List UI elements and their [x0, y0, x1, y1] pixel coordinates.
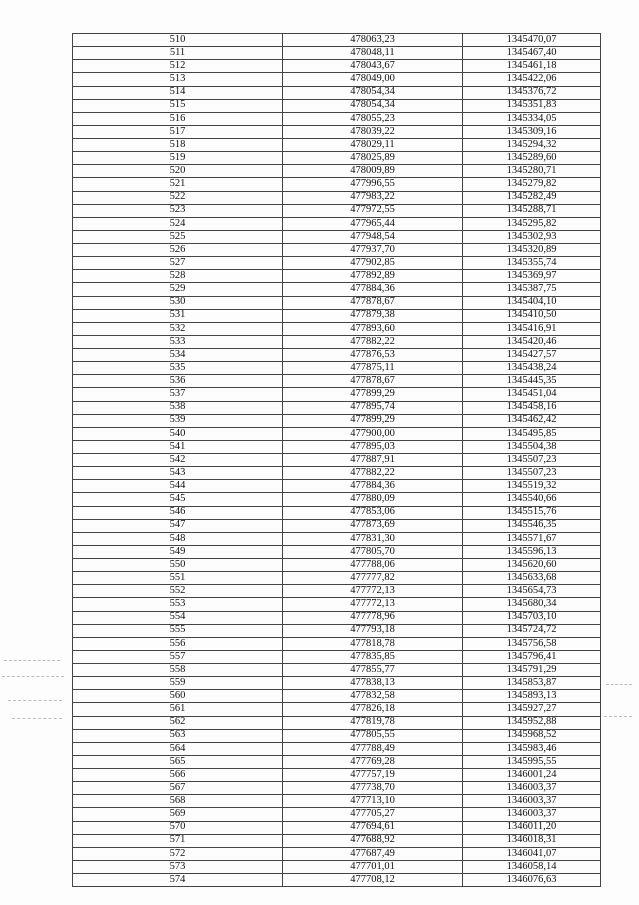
y-coordinate-cell: 1345546,35: [463, 519, 601, 532]
scan-artifact-left: [8, 700, 62, 701]
point-number-cell: 565: [73, 755, 283, 768]
table-row: [73, 519, 601, 532]
table-row: [73, 611, 601, 624]
y-coordinate-cell: 1345571,67: [463, 532, 601, 545]
x-coordinate-cell: 478054,34: [283, 86, 463, 99]
y-coordinate-cell: 1345438,24: [463, 362, 601, 375]
point-number-cell: 553: [73, 598, 283, 611]
point-number-cell: 549: [73, 545, 283, 558]
y-coordinate-cell: 1345410,50: [463, 309, 601, 322]
y-coordinate-cell: 1345927,27: [463, 703, 601, 716]
point-number-cell: 552: [73, 585, 283, 598]
point-number-cell: 556: [73, 637, 283, 650]
y-coordinate-cell: 1345288,71: [463, 204, 601, 217]
table-row: [73, 664, 601, 677]
y-coordinate-cell: 1345404,10: [463, 296, 601, 309]
table-row: [73, 808, 601, 821]
x-coordinate-cell: 477879,38: [283, 309, 463, 322]
y-coordinate-cell: 1345540,66: [463, 493, 601, 506]
point-number-cell: 544: [73, 480, 283, 493]
table-row: [73, 650, 601, 663]
y-coordinate-cell: 1345680,34: [463, 598, 601, 611]
x-coordinate-cell: 477778,96: [283, 611, 463, 624]
y-coordinate-cell: 1345654,73: [463, 585, 601, 598]
table-row: [73, 204, 601, 217]
table-row: [73, 401, 601, 414]
y-coordinate-cell: 1346003,37: [463, 795, 601, 808]
point-number-cell: 532: [73, 322, 283, 335]
y-coordinate-cell: 1345351,83: [463, 99, 601, 112]
x-coordinate-cell: 477893,60: [283, 322, 463, 335]
point-number-cell: 551: [73, 572, 283, 585]
y-coordinate-cell: 1346058,14: [463, 860, 601, 873]
table-row: [73, 467, 601, 480]
table-row: [73, 821, 601, 834]
y-coordinate-cell: 1345467,40: [463, 47, 601, 60]
y-coordinate-cell: 1345302,93: [463, 230, 601, 243]
y-coordinate-cell: 1346041,07: [463, 847, 601, 860]
point-number-cell: 568: [73, 795, 283, 808]
y-coordinate-cell: 1345294,32: [463, 139, 601, 152]
scan-artifact-left: [2, 676, 64, 677]
x-coordinate-cell: 477878,67: [283, 375, 463, 388]
x-coordinate-cell: 477895,03: [283, 440, 463, 453]
point-number-cell: 536: [73, 375, 283, 388]
x-coordinate-cell: 478063,23: [283, 34, 463, 47]
scan-artifact-right: [604, 716, 632, 717]
x-coordinate-cell: 478054,34: [283, 99, 463, 112]
table-row: [73, 125, 601, 138]
point-number-cell: 574: [73, 874, 283, 887]
table-row: [73, 480, 601, 493]
x-coordinate-cell: 477838,13: [283, 677, 463, 690]
point-number-cell: 526: [73, 244, 283, 257]
table-row: [73, 834, 601, 847]
y-coordinate-cell: 1345445,35: [463, 375, 601, 388]
table-row: [73, 34, 601, 47]
y-coordinate-cell: 1345791,29: [463, 664, 601, 677]
x-coordinate-cell: 477882,22: [283, 335, 463, 348]
y-coordinate-cell: 1345420,46: [463, 335, 601, 348]
point-number-cell: 569: [73, 808, 283, 821]
y-coordinate-cell: 1345369,97: [463, 270, 601, 283]
point-number-cell: 573: [73, 860, 283, 873]
y-coordinate-cell: 1345462,42: [463, 414, 601, 427]
x-coordinate-cell: 477688,92: [283, 834, 463, 847]
point-number-cell: 517: [73, 125, 283, 138]
x-coordinate-cell: 477831,30: [283, 532, 463, 545]
point-number-cell: 542: [73, 454, 283, 467]
x-coordinate-cell: 477788,06: [283, 559, 463, 572]
x-coordinate-cell: 477793,18: [283, 624, 463, 637]
x-coordinate-cell: 477705,27: [283, 808, 463, 821]
y-coordinate-cell: 1346001,24: [463, 769, 601, 782]
table-row: [73, 112, 601, 125]
y-coordinate-cell: 1345470,07: [463, 34, 601, 47]
y-coordinate-cell: 1345952,88: [463, 716, 601, 729]
x-coordinate-cell: 477902,85: [283, 257, 463, 270]
table-row: [73, 755, 601, 768]
x-coordinate-cell: 477805,70: [283, 545, 463, 558]
point-number-cell: 541: [73, 440, 283, 453]
table-row: [73, 165, 601, 178]
point-number-cell: 550: [73, 559, 283, 572]
point-number-cell: 562: [73, 716, 283, 729]
y-coordinate-cell: 1345458,16: [463, 401, 601, 414]
table-row: [73, 296, 601, 309]
point-number-cell: 529: [73, 283, 283, 296]
table-row: [73, 178, 601, 191]
table-row: [73, 795, 601, 808]
point-number-cell: 533: [73, 335, 283, 348]
table-row: [73, 375, 601, 388]
y-coordinate-cell: 1345279,82: [463, 178, 601, 191]
table-row: [73, 782, 601, 795]
x-coordinate-cell: 477887,91: [283, 454, 463, 467]
point-number-cell: 528: [73, 270, 283, 283]
x-coordinate-cell: 477818,78: [283, 637, 463, 650]
x-coordinate-cell: 477777,82: [283, 572, 463, 585]
x-coordinate-cell: 477701,01: [283, 860, 463, 873]
table-row: [73, 388, 601, 401]
table-row: [73, 585, 601, 598]
x-coordinate-cell: 477832,58: [283, 690, 463, 703]
table-row: [73, 86, 601, 99]
table-row: [73, 769, 601, 782]
y-coordinate-cell: 1345893,13: [463, 690, 601, 703]
table-row: [73, 99, 601, 112]
point-number-cell: 530: [73, 296, 283, 309]
y-coordinate-cell: 1345334,05: [463, 112, 601, 125]
point-number-cell: 558: [73, 664, 283, 677]
table-row: [73, 874, 601, 887]
table-row: [73, 860, 601, 873]
y-coordinate-cell: 1346076,63: [463, 874, 601, 887]
y-coordinate-cell: 1345519,32: [463, 480, 601, 493]
point-number-cell: 512: [73, 60, 283, 73]
table-row: [73, 440, 601, 453]
x-coordinate-cell: 477835,85: [283, 650, 463, 663]
y-coordinate-cell: 1345427,57: [463, 349, 601, 362]
table-row: [73, 257, 601, 270]
table-row: [73, 47, 601, 60]
y-coordinate-cell: 1345983,46: [463, 742, 601, 755]
point-number-cell: 522: [73, 191, 283, 204]
x-coordinate-cell: 477694,61: [283, 821, 463, 834]
table-row: [73, 309, 601, 322]
x-coordinate-cell: 477900,00: [283, 427, 463, 440]
y-coordinate-cell: 1345376,72: [463, 86, 601, 99]
table-row: [73, 506, 601, 519]
x-coordinate-cell: 477772,13: [283, 598, 463, 611]
table-row: [73, 545, 601, 558]
scan-artifact-right: [606, 684, 632, 685]
y-coordinate-cell: 1346011,20: [463, 821, 601, 834]
x-coordinate-cell: 477899,29: [283, 388, 463, 401]
table-row: [73, 414, 601, 427]
x-coordinate-cell: 477948,54: [283, 230, 463, 243]
point-number-cell: 520: [73, 165, 283, 178]
table-row: [73, 572, 601, 585]
x-coordinate-cell: 477855,77: [283, 664, 463, 677]
x-coordinate-cell: 477875,11: [283, 362, 463, 375]
point-number-cell: 527: [73, 257, 283, 270]
table-row: [73, 139, 601, 152]
table-row: [73, 230, 601, 243]
y-coordinate-cell: 1345309,16: [463, 125, 601, 138]
point-number-cell: 531: [73, 309, 283, 322]
table-row: [73, 217, 601, 230]
coordinates-table: [72, 33, 601, 887]
point-number-cell: 570: [73, 821, 283, 834]
y-coordinate-cell: 1345451,04: [463, 388, 601, 401]
x-coordinate-cell: 477878,67: [283, 296, 463, 309]
y-coordinate-cell: 1345507,23: [463, 454, 601, 467]
x-coordinate-cell: 478039,22: [283, 125, 463, 138]
x-coordinate-cell: 478009,89: [283, 165, 463, 178]
y-coordinate-cell: 1345633,68: [463, 572, 601, 585]
point-number-cell: 521: [73, 178, 283, 191]
x-coordinate-cell: 477805,55: [283, 729, 463, 742]
point-number-cell: 525: [73, 230, 283, 243]
x-coordinate-cell: 477772,13: [283, 585, 463, 598]
y-coordinate-cell: 1345295,82: [463, 217, 601, 230]
x-coordinate-cell: 477965,44: [283, 217, 463, 230]
x-coordinate-cell: 478055,23: [283, 112, 463, 125]
table-row: [73, 362, 601, 375]
point-number-cell: 510: [73, 34, 283, 47]
point-number-cell: 572: [73, 847, 283, 860]
x-coordinate-cell: 477788,49: [283, 742, 463, 755]
table-row: [73, 624, 601, 637]
y-coordinate-cell: 1346018,31: [463, 834, 601, 847]
point-number-cell: 519: [73, 152, 283, 165]
scan-artifact-left: [4, 660, 60, 661]
table-row: [73, 598, 601, 611]
point-number-cell: 534: [73, 349, 283, 362]
y-coordinate-cell: 1346003,37: [463, 808, 601, 821]
x-coordinate-cell: 477972,55: [283, 204, 463, 217]
y-coordinate-cell: 1345515,76: [463, 506, 601, 519]
point-number-cell: 514: [73, 86, 283, 99]
point-number-cell: 511: [73, 47, 283, 60]
point-number-cell: 560: [73, 690, 283, 703]
point-number-cell: 571: [73, 834, 283, 847]
point-number-cell: 567: [73, 782, 283, 795]
y-coordinate-cell: 1345968,52: [463, 729, 601, 742]
table-row: [73, 322, 601, 335]
table-row: [73, 244, 601, 257]
y-coordinate-cell: 1345280,71: [463, 165, 601, 178]
table-row: [73, 690, 601, 703]
x-coordinate-cell: 477853,06: [283, 506, 463, 519]
y-coordinate-cell: 1345756,58: [463, 637, 601, 650]
y-coordinate-cell: 1345355,74: [463, 257, 601, 270]
point-number-cell: 564: [73, 742, 283, 755]
table-row: [73, 152, 601, 165]
y-coordinate-cell: 1345422,06: [463, 73, 601, 86]
point-number-cell: 524: [73, 217, 283, 230]
y-coordinate-cell: 1345620,60: [463, 559, 601, 572]
point-number-cell: 516: [73, 112, 283, 125]
y-coordinate-cell: 1345495,85: [463, 427, 601, 440]
point-number-cell: 555: [73, 624, 283, 637]
y-coordinate-cell: 1345282,49: [463, 191, 601, 204]
table-row: [73, 729, 601, 742]
x-coordinate-cell: 477769,28: [283, 755, 463, 768]
table-row: [73, 532, 601, 545]
y-coordinate-cell: 1345853,87: [463, 677, 601, 690]
point-number-cell: 539: [73, 414, 283, 427]
table-row: [73, 191, 601, 204]
x-coordinate-cell: 477895,74: [283, 401, 463, 414]
x-coordinate-cell: 477892,89: [283, 270, 463, 283]
x-coordinate-cell: 477757,19: [283, 769, 463, 782]
point-number-cell: 535: [73, 362, 283, 375]
x-coordinate-cell: 478029,11: [283, 139, 463, 152]
y-coordinate-cell: 1345596,13: [463, 545, 601, 558]
table-row: [73, 847, 601, 860]
point-number-cell: 546: [73, 506, 283, 519]
table-row: [73, 703, 601, 716]
point-number-cell: 545: [73, 493, 283, 506]
point-number-cell: 537: [73, 388, 283, 401]
point-number-cell: 557: [73, 650, 283, 663]
x-coordinate-cell: 477876,53: [283, 349, 463, 362]
x-coordinate-cell: 478025,89: [283, 152, 463, 165]
table-row: [73, 742, 601, 755]
x-coordinate-cell: 477899,29: [283, 414, 463, 427]
x-coordinate-cell: 477873,69: [283, 519, 463, 532]
table-row: [73, 677, 601, 690]
x-coordinate-cell: 477687,49: [283, 847, 463, 860]
x-coordinate-cell: 477708,12: [283, 874, 463, 887]
y-coordinate-cell: 1345724,72: [463, 624, 601, 637]
point-number-cell: 547: [73, 519, 283, 532]
table-row: [73, 349, 601, 362]
table-row: [73, 60, 601, 73]
scan-artifact-left: [12, 718, 62, 719]
table-row: [73, 283, 601, 296]
x-coordinate-cell: 477996,55: [283, 178, 463, 191]
point-number-cell: 543: [73, 467, 283, 480]
y-coordinate-cell: 1345387,75: [463, 283, 601, 296]
point-number-cell: 559: [73, 677, 283, 690]
x-coordinate-cell: 477884,36: [283, 283, 463, 296]
point-number-cell: 513: [73, 73, 283, 86]
x-coordinate-cell: 477738,70: [283, 782, 463, 795]
x-coordinate-cell: 477882,22: [283, 467, 463, 480]
table-row: [73, 637, 601, 650]
x-coordinate-cell: 478043,67: [283, 60, 463, 73]
y-coordinate-cell: 1345507,23: [463, 467, 601, 480]
table-row: [73, 73, 601, 86]
point-number-cell: 518: [73, 139, 283, 152]
y-coordinate-cell: 1346003,37: [463, 782, 601, 795]
point-number-cell: 548: [73, 532, 283, 545]
table-row: [73, 270, 601, 283]
x-coordinate-cell: 477713,10: [283, 795, 463, 808]
point-number-cell: 523: [73, 204, 283, 217]
y-coordinate-cell: 1345995,55: [463, 755, 601, 768]
table-row: [73, 454, 601, 467]
x-coordinate-cell: 477983,22: [283, 191, 463, 204]
table-row: [73, 716, 601, 729]
point-number-cell: 538: [73, 401, 283, 414]
point-number-cell: 566: [73, 769, 283, 782]
x-coordinate-cell: 477937,70: [283, 244, 463, 257]
point-number-cell: 515: [73, 99, 283, 112]
coordinates-table-body: [73, 34, 601, 887]
y-coordinate-cell: 1345703,10: [463, 611, 601, 624]
x-coordinate-cell: 477819,78: [283, 716, 463, 729]
y-coordinate-cell: 1345289,60: [463, 152, 601, 165]
point-number-cell: 554: [73, 611, 283, 624]
table-row: [73, 427, 601, 440]
x-coordinate-cell: 478049,00: [283, 73, 463, 86]
y-coordinate-cell: 1345796,41: [463, 650, 601, 663]
x-coordinate-cell: 477826,18: [283, 703, 463, 716]
table-row: [73, 493, 601, 506]
x-coordinate-cell: 477880,09: [283, 493, 463, 506]
table-row: [73, 335, 601, 348]
x-coordinate-cell: 478048,11: [283, 47, 463, 60]
y-coordinate-cell: 1345320,89: [463, 244, 601, 257]
point-number-cell: 540: [73, 427, 283, 440]
y-coordinate-cell: 1345461,18: [463, 60, 601, 73]
point-number-cell: 563: [73, 729, 283, 742]
x-coordinate-cell: 477884,36: [283, 480, 463, 493]
y-coordinate-cell: 1345504,38: [463, 440, 601, 453]
y-coordinate-cell: 1345416,91: [463, 322, 601, 335]
point-number-cell: 561: [73, 703, 283, 716]
table-row: [73, 559, 601, 572]
